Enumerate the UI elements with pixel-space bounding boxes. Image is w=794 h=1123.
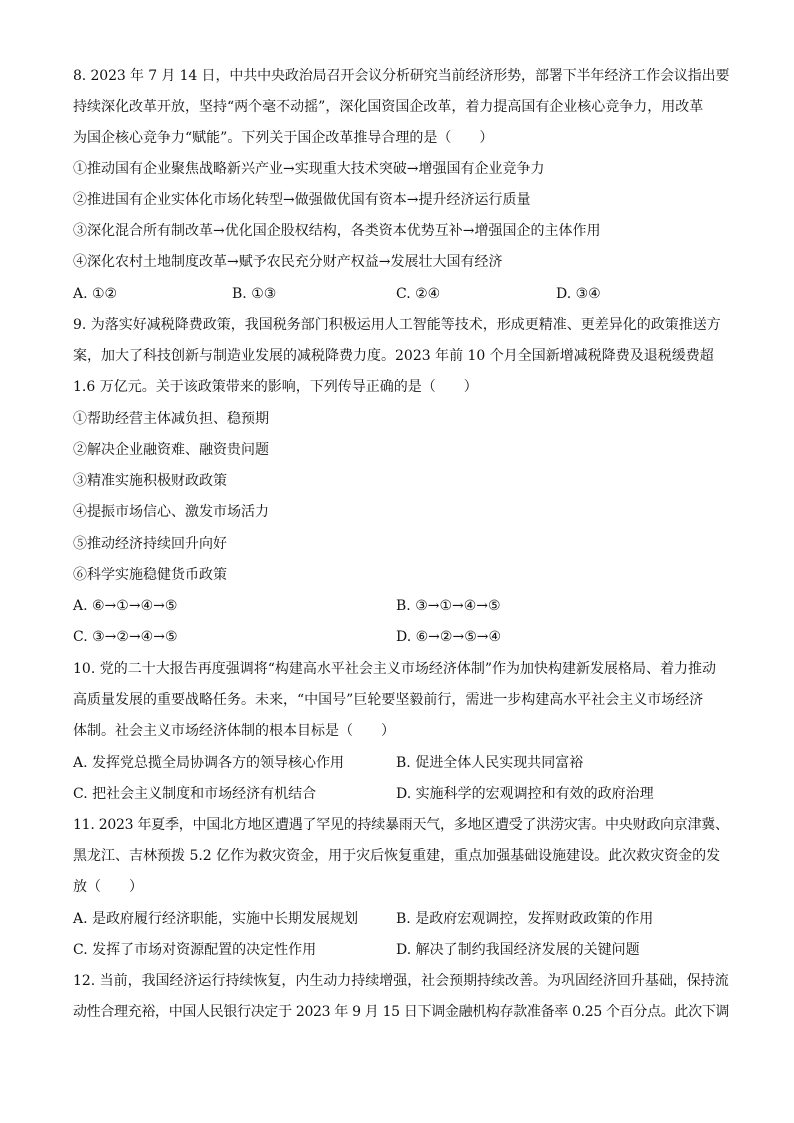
question-9-item-2: ②解决企业融资难、融资贵问题 — [73, 442, 269, 458]
question-10-stem-line-3: 体制。社会主义市场经济体制的根本目标是（ ） — [73, 723, 395, 739]
question-9-option-b[interactable]: B. ③→①→④→⑤ — [396, 598, 501, 614]
question-8-stem-line-3: 为国企核心竞争力“赋能”。下列关于国企改革推导合理的是（ ） — [73, 130, 494, 146]
question-9-stem-line-2: 案，加大了科技创新与制造业发展的减税降费力度。2023 年前 10 个月全国新增减税降费及退税缓费超 — [73, 348, 714, 364]
question-12-stem-line-1: 12. 当前，我国经济运行持续恢复，内生动力持续增强，社会预期持续改善。为巩固经济回升基础，保持流 — [73, 973, 729, 989]
question-9-stem-line-1: 9. 为落实好减税降费政策，我国税务部门积极运用人工智能等技术，形成更精准、更差异化的政策推送方 — [73, 317, 721, 333]
question-9-option-c[interactable]: C. ③→②→④→⑤ — [73, 629, 178, 645]
question-8-item-2: ②推进国有企业实体化市场化转型→做强做优国有资本→提升经济运行质量 — [73, 192, 531, 208]
question-10-stem-line-1: 10. 党的二十大报告再度强调将“构建高水平社会主义市场经济体制”作为加快构建新发展格局、着力推动 — [73, 661, 717, 677]
question-10-option-a[interactable]: A. 发挥党总揽全局协调各方的领导核心作用 — [73, 755, 345, 771]
question-8-item-4: ④深化农村土地制度改革→赋予农民充分财产权益→发展壮大国有经济 — [73, 254, 503, 270]
question-11-option-b[interactable]: B. 是政府宏观调控，发挥财政政策的作用 — [396, 911, 654, 927]
question-9-item-5: ⑤推动经济持续回升向好 — [73, 536, 227, 552]
question-8-stem-line-1: 8. 2023 年 7 月 14 日，中共中央政治局召开会议分析研究当前经济形势，部署下半年经济工作会议指出要 — [73, 68, 730, 84]
question-9-item-1: ①帮助经营主体减负担、稳预期 — [73, 411, 269, 427]
question-10-option-b[interactable]: B. 促进全体人民实现共同富裕 — [396, 755, 584, 771]
question-8-option-b[interactable]: B. ①③ — [232, 286, 277, 302]
question-11-option-c[interactable]: C. 发挥了市场对资源配置的决定性作用 — [73, 942, 317, 958]
question-8-stem-line-2: 持续深化改革开放，坚持“两个毫不动摇”，深化国资国企改革，着力提高国有企业核心竞争力，用改革 — [73, 99, 704, 115]
question-9-item-3: ③精准实施积极财政政策 — [73, 473, 227, 489]
question-9-item-4: ④提振市场信心、激发市场活力 — [73, 504, 269, 520]
question-11-stem-line-1: 11. 2023 年夏季，中国北方地区遭遇了罕见的持续暴雨天气，多地区遭受了洪涝灾害。中央财政向京津冀、 — [73, 817, 729, 833]
question-10-option-d[interactable]: D. 实施科学的宏观调控和有效的政府治理 — [396, 786, 654, 802]
question-11-option-a[interactable]: A. 是政府履行经济职能，实施中长期发展规划 — [73, 911, 359, 927]
question-10-option-c[interactable]: C. 把社会主义制度和市场经济有机结合 — [73, 786, 317, 802]
question-9-option-a[interactable]: A. ⑥→①→④→⑤ — [73, 598, 178, 614]
question-8-item-3: ③深化混合所有制改革→优化国企股权结构，各类资本优势互补→增强国企的主体作用 — [73, 223, 601, 239]
question-8-option-c[interactable]: C. ②④ — [396, 286, 441, 302]
question-8-item-1: ①推动国有企业聚焦战略新兴产业→实现重大技术突破→增强国有企业竞争力 — [73, 161, 545, 177]
question-8-option-a[interactable]: A. ①② — [73, 286, 118, 302]
question-11-option-d[interactable]: D. 解决了制约我国经济发展的关键问题 — [396, 942, 640, 958]
question-9-option-d[interactable]: D. ⑥→②→⑤→④ — [396, 629, 502, 645]
question-9-stem-line-3: 1.6 万亿元。关于该政策带来的影响，下列传导正确的是（ ） — [73, 379, 478, 395]
question-12-stem-line-2: 动性合理充裕，中国人民银行决定于 2023 年 9 月 15 日下调金融机构存款准备率 0.25 个百分点。此次下调 — [73, 1004, 730, 1020]
question-9-item-6: ⑥科学实施稳健货币政策 — [73, 567, 227, 583]
question-10-stem-line-2: 高质量发展的重要战略任务。未来，“中国号”巨轮要坚毅前行，需进一步构建高水平社会主义市场经济 — [73, 692, 704, 708]
question-8-option-d[interactable]: D. ③④ — [556, 286, 601, 302]
question-11-stem-line-3: 放（ ） — [73, 879, 143, 895]
question-11-stem-line-2: 黑龙江、吉林预拨 5.2 亿作为救灾资金，用于灾后恢复重建，重点加强基础设施建设。此次救灾资金的发 — [73, 848, 721, 864]
